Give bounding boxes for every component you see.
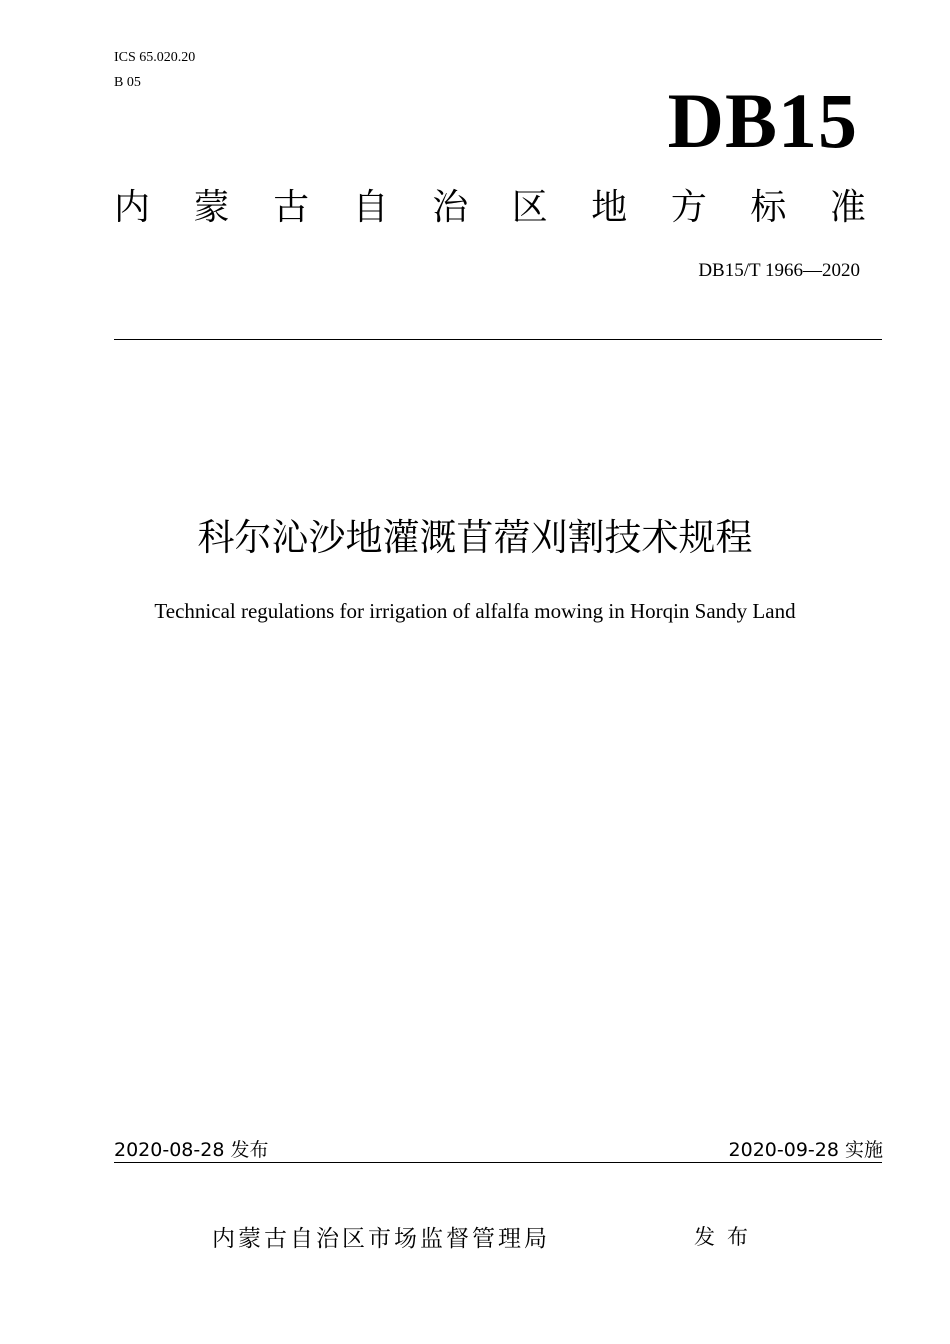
standard-type-heading — [114, 186, 866, 230]
standard-number: DB15/T 1966—2020 — [698, 260, 860, 281]
standard-type-char: 自 — [352, 187, 389, 228]
standard-type-char: 内 — [114, 187, 151, 228]
standard-type-char: 蒙 — [193, 187, 230, 228]
standard-type-char: 方 — [670, 187, 707, 228]
ics-code: ICS 65.020.20 — [114, 50, 196, 65]
publish-label: 发布 — [694, 1225, 760, 1249]
standard-type-char: 准 — [829, 187, 866, 228]
bottom-divider — [114, 1162, 882, 1163]
standard-type-char: 地 — [591, 187, 628, 228]
issue-date: 2020-08-28 发布 — [114, 1139, 269, 1161]
ccs-code: B 05 — [114, 75, 141, 90]
document-title-english: Technical regulations for irrigation of alfalfa mowing in Horqin Sandy Land — [154, 599, 796, 623]
standard-type-char: 古 — [273, 187, 310, 228]
standard-type-char: 治 — [432, 187, 469, 228]
publisher-name: 内蒙古自治区市场监督管理局 — [212, 1226, 550, 1252]
top-divider — [114, 339, 882, 340]
standard-mark: DB15 — [667, 77, 858, 164]
document-title-chinese: 科尔沁沙地灌溉苜蓿刈割技术规程 — [197, 516, 753, 559]
standard-type-char: 区 — [511, 187, 548, 228]
implementation-date: 2020-09-28 实施 — [728, 1139, 883, 1161]
standard-type-char: 标 — [750, 187, 787, 228]
